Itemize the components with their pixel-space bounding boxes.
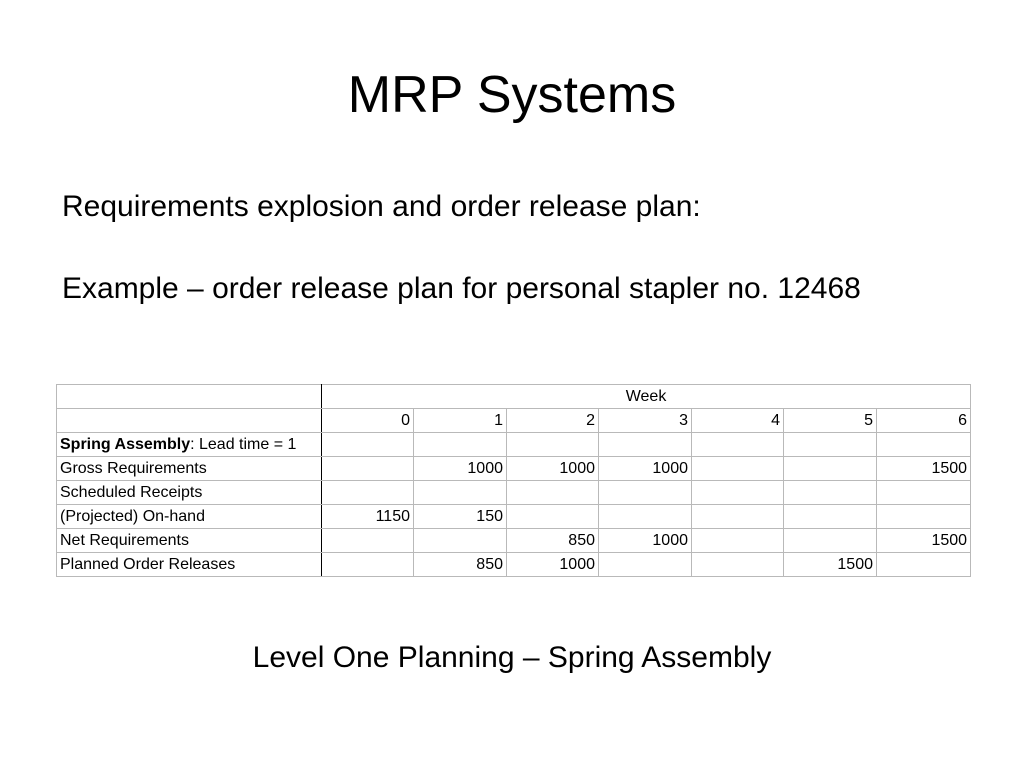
table-cell: 850 bbox=[507, 529, 599, 553]
table-cell bbox=[507, 481, 599, 505]
table-row-scheduled-receipts bbox=[57, 481, 971, 505]
order-release-plan-table bbox=[56, 384, 971, 577]
table-cell bbox=[784, 433, 877, 457]
section-heading-cell bbox=[57, 433, 322, 457]
table-cell bbox=[507, 433, 599, 457]
table-cell: 1000 bbox=[599, 457, 692, 481]
table-cell bbox=[877, 481, 971, 505]
table-cell bbox=[414, 481, 507, 505]
table-cell bbox=[599, 505, 692, 529]
section-heading-bold: Spring Assembly bbox=[60, 436, 191, 453]
table-cell bbox=[692, 457, 784, 481]
table-cell bbox=[599, 481, 692, 505]
table-row-planned-order-releases bbox=[57, 553, 971, 577]
table-cell bbox=[599, 553, 692, 577]
row-label: Gross Requirements bbox=[57, 457, 322, 481]
row-label: Net Requirements bbox=[57, 529, 322, 553]
table-cell bbox=[784, 481, 877, 505]
table-cell bbox=[414, 433, 507, 457]
example-text: Example – order release plan for personal stapler no. 12468 bbox=[62, 272, 861, 305]
table-row-net-requirements bbox=[57, 529, 971, 553]
table-cell bbox=[414, 529, 507, 553]
week-number-cell: 4 bbox=[692, 409, 784, 433]
table-cell: 1150 bbox=[322, 505, 414, 529]
table-cell bbox=[322, 457, 414, 481]
table-cell bbox=[877, 433, 971, 457]
table-cell bbox=[784, 457, 877, 481]
table-cell: 1500 bbox=[877, 457, 971, 481]
table-cell: 850 bbox=[414, 553, 507, 577]
table-caption: Level One Planning – Spring Assembly bbox=[252, 641, 772, 674]
table-cell bbox=[599, 433, 692, 457]
table-cell: 1000 bbox=[507, 553, 599, 577]
table-cell bbox=[692, 553, 784, 577]
row-label: Planned Order Releases bbox=[57, 553, 322, 577]
week-number-cell: 1 bbox=[414, 409, 507, 433]
row-label: (Projected) On-hand bbox=[57, 505, 322, 529]
subtitle: Requirements explosion and order release plan: bbox=[62, 190, 701, 223]
week-number-cell: 5 bbox=[784, 409, 877, 433]
week-number-cell: 6 bbox=[877, 409, 971, 433]
row-label: Scheduled Receipts bbox=[57, 481, 322, 505]
table-cell bbox=[784, 529, 877, 553]
table-cell: 1500 bbox=[784, 553, 877, 577]
week-number-cell: 0 bbox=[322, 409, 414, 433]
week-number-blank-cell bbox=[57, 409, 322, 433]
table-cell bbox=[507, 505, 599, 529]
table-cell: 1000 bbox=[599, 529, 692, 553]
table-cell bbox=[692, 481, 784, 505]
week-number-cell: 3 bbox=[599, 409, 692, 433]
table-cell bbox=[877, 553, 971, 577]
table-cell bbox=[322, 529, 414, 553]
slide-title: MRP Systems bbox=[347, 66, 677, 124]
table-cell bbox=[692, 529, 784, 553]
table-row-gross-requirements bbox=[57, 457, 971, 481]
table-cell: 1500 bbox=[877, 529, 971, 553]
section-heading-rest: : Lead time = 1 bbox=[190, 436, 297, 453]
week-header-cell: Week bbox=[322, 385, 971, 409]
table-cell: 1000 bbox=[414, 457, 507, 481]
table-cell bbox=[322, 553, 414, 577]
table-cell: 1000 bbox=[507, 457, 599, 481]
week-number-row bbox=[57, 409, 971, 433]
table-row-projected-on-hand bbox=[57, 505, 971, 529]
table-cell bbox=[692, 505, 784, 529]
week-number-cell: 2 bbox=[507, 409, 599, 433]
table-cell: 150 bbox=[414, 505, 507, 529]
table-cell bbox=[784, 505, 877, 529]
section-heading-row bbox=[57, 433, 971, 457]
table-cell bbox=[692, 433, 784, 457]
table-cell bbox=[877, 505, 971, 529]
table-cell bbox=[322, 481, 414, 505]
header-blank-cell bbox=[57, 385, 322, 409]
table-cell bbox=[322, 433, 414, 457]
week-header-row bbox=[57, 385, 971, 409]
